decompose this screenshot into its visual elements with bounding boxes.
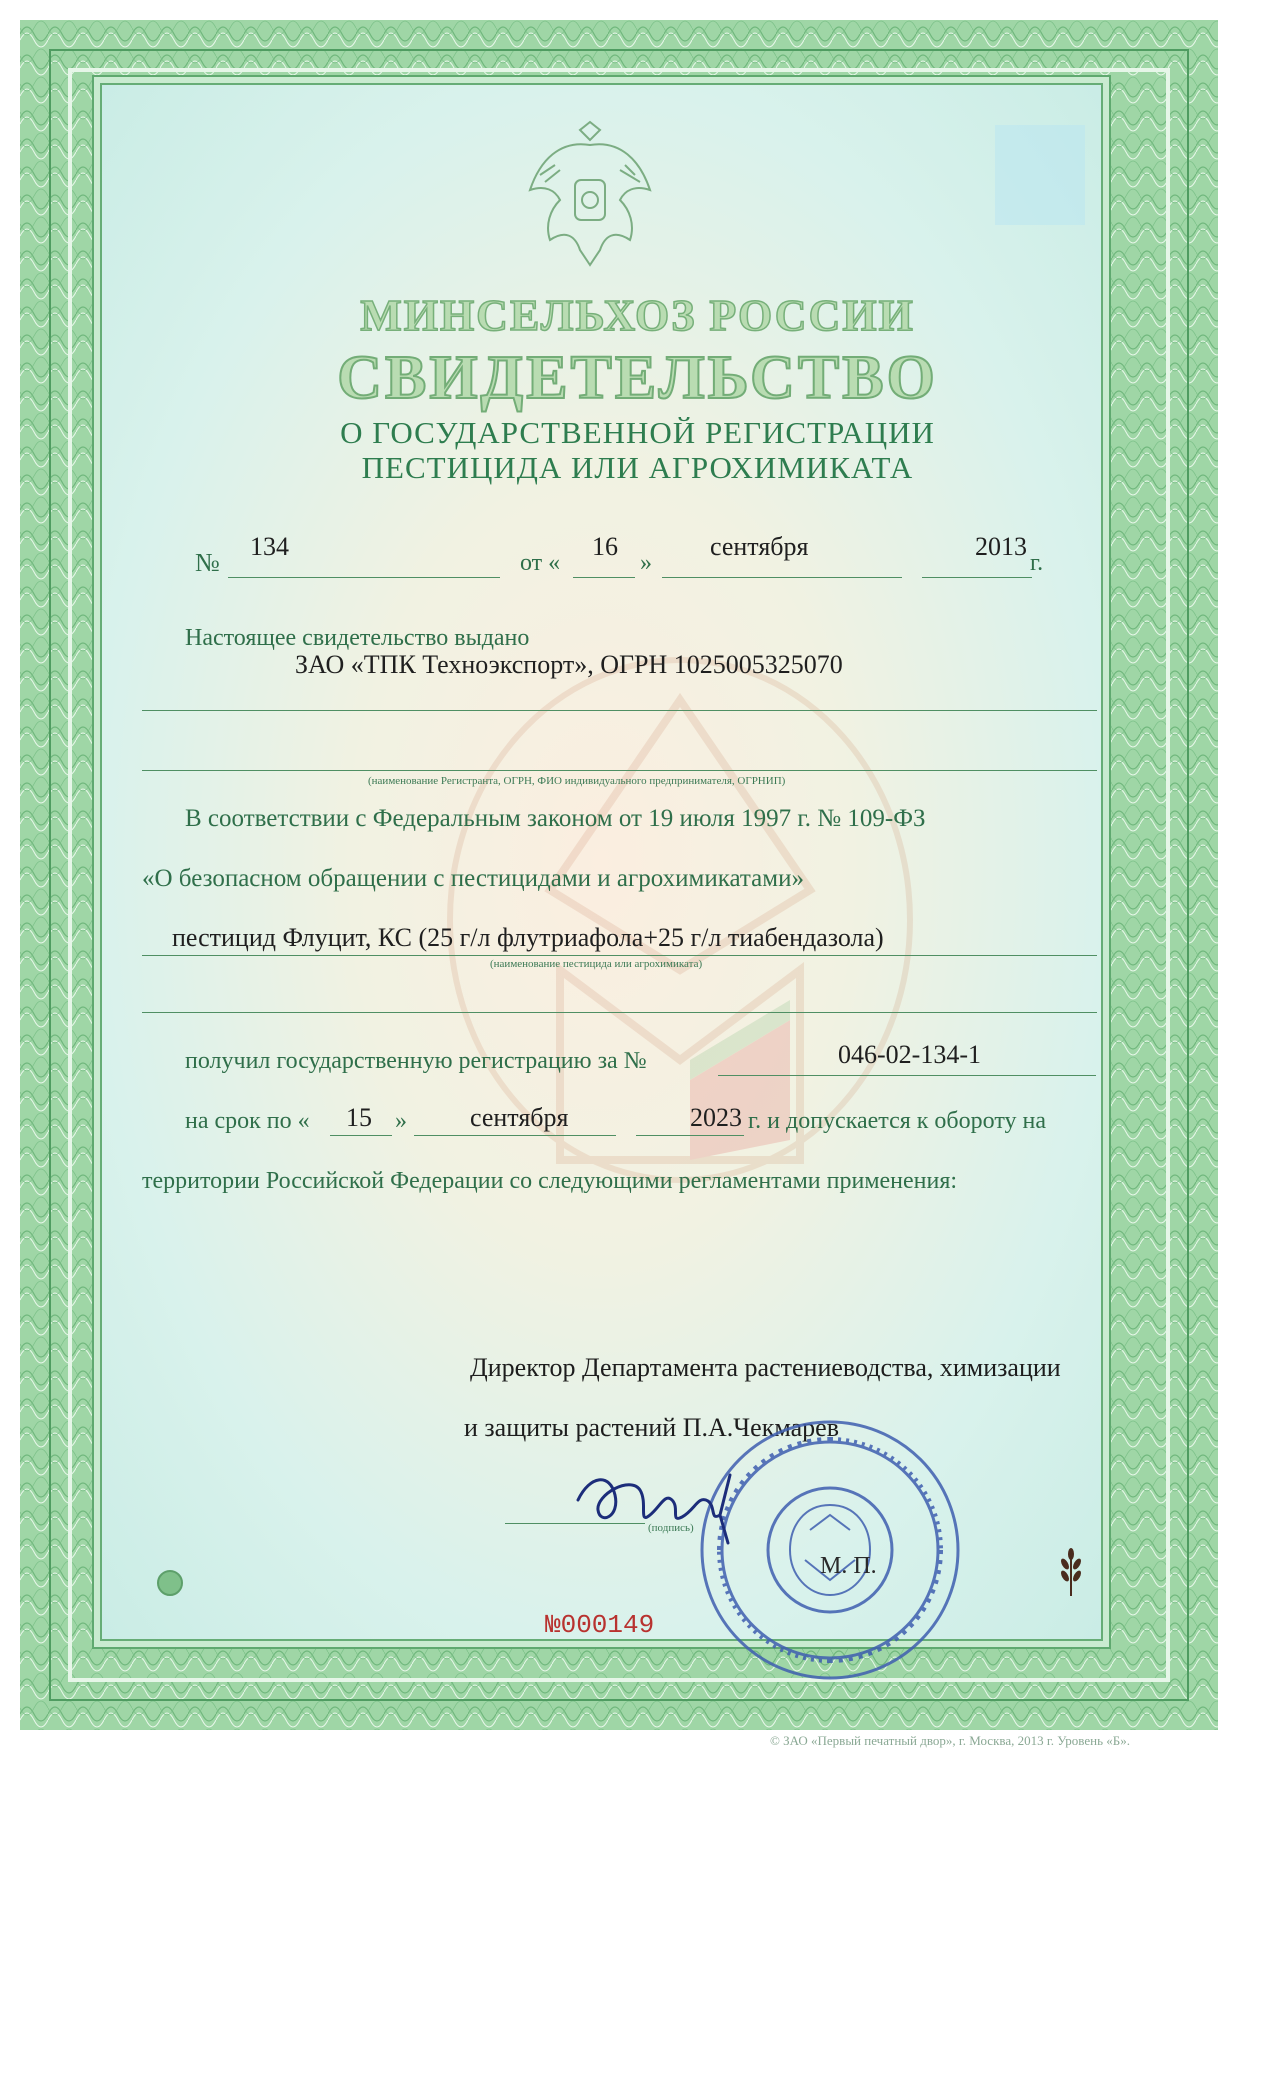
official-seal-stamp [690, 1410, 970, 1690]
coat-of-arms-icon [520, 120, 660, 270]
day-line [573, 577, 635, 578]
term-day: 15 [346, 1103, 372, 1132]
term-month: сентября [470, 1103, 569, 1132]
certificate-title: СВИДЕТЕЛЬСТВО [337, 344, 938, 412]
term-month-line [414, 1135, 616, 1136]
number-line [228, 577, 500, 578]
close-quote: » [640, 550, 652, 576]
printer-footer: © ЗАО «Первый печатный двор», г. Москва, 2013 г. Уровень «Б». [770, 1733, 1130, 1748]
term-day-line [330, 1135, 392, 1136]
term-year-line [636, 1135, 744, 1136]
year-suffix: г. [1030, 550, 1044, 576]
seal-place-label: М. П. [820, 1553, 877, 1579]
registrant-caption: (наименование Регистранта, ОГРН, ФИО индивидуального предпринимателя, ОГРНИП) [368, 775, 786, 787]
certificate-number: 134 [250, 532, 289, 561]
registration-number: 046-02-134-1 [838, 1040, 981, 1069]
issue-day: 16 [592, 532, 618, 561]
signatory-name: и защиты растений П.А.Чекмарев [464, 1413, 839, 1442]
law-line-1: В соответствии с Федеральным законом от 19 июля 1997 г. № 109-ФЗ [185, 805, 926, 832]
registrant-line-1 [142, 710, 1097, 711]
law-line-2: «О безопасном обращении с пестицидами и агрохимикатами» [142, 865, 804, 892]
issued-label: Настоящее свидетельство выдано [185, 625, 530, 651]
term-label-start: на срок по « [185, 1108, 310, 1134]
ministry-heading: МИНСЕЛЬХОЗ РОССИИ [360, 291, 915, 340]
term-label-end: г. и допускается к обороту на [748, 1108, 1046, 1134]
subtitle-line-1: О ГОСУДАРСТВЕННОЙ РЕГИСТРАЦИИ [340, 415, 935, 450]
handwritten-signature [570, 1455, 750, 1545]
term-year: 2023 [690, 1103, 742, 1132]
product-line-2 [142, 1012, 1097, 1013]
registration-label: получил государственную регистрацию за № [185, 1048, 647, 1074]
product-line-1 [142, 955, 1097, 956]
registrant-name: ЗАО «ТПК Техноэкспорт», ОГРН 1025005325070 [295, 650, 843, 679]
security-hologram-area [995, 125, 1085, 225]
product-name: пестицид Флуцит, КС (25 г/л флутриафола+25 г/л тиабендазола) [172, 923, 884, 952]
from-label: от « [520, 550, 561, 576]
security-dot [157, 1570, 183, 1596]
year-line [922, 577, 1032, 578]
subtitle-line-2: ПЕСТИЦИДА ИЛИ АГРОХИМИКАТА [361, 450, 914, 485]
month-line [662, 577, 902, 578]
issue-month: сентября [710, 532, 809, 561]
product-caption: (наименование пестицида или агрохимиката) [490, 958, 703, 970]
issue-year: 2013 [975, 532, 1027, 561]
number-sign: № [195, 548, 220, 577]
serial-number: №000149 [545, 1610, 655, 1640]
registration-number-line [718, 1075, 1096, 1076]
signatory-title: Директор Департамента растениеводства, химизации [470, 1353, 1061, 1382]
term-line-2: территории Российской Федерации со следующими регламентами применения: [142, 1168, 958, 1194]
term-close-quote: » [395, 1108, 407, 1134]
signature-caption: (подпись) [648, 1522, 694, 1534]
wheat-ear-icon [1058, 1548, 1084, 1596]
registrant-line-2 [142, 770, 1097, 771]
